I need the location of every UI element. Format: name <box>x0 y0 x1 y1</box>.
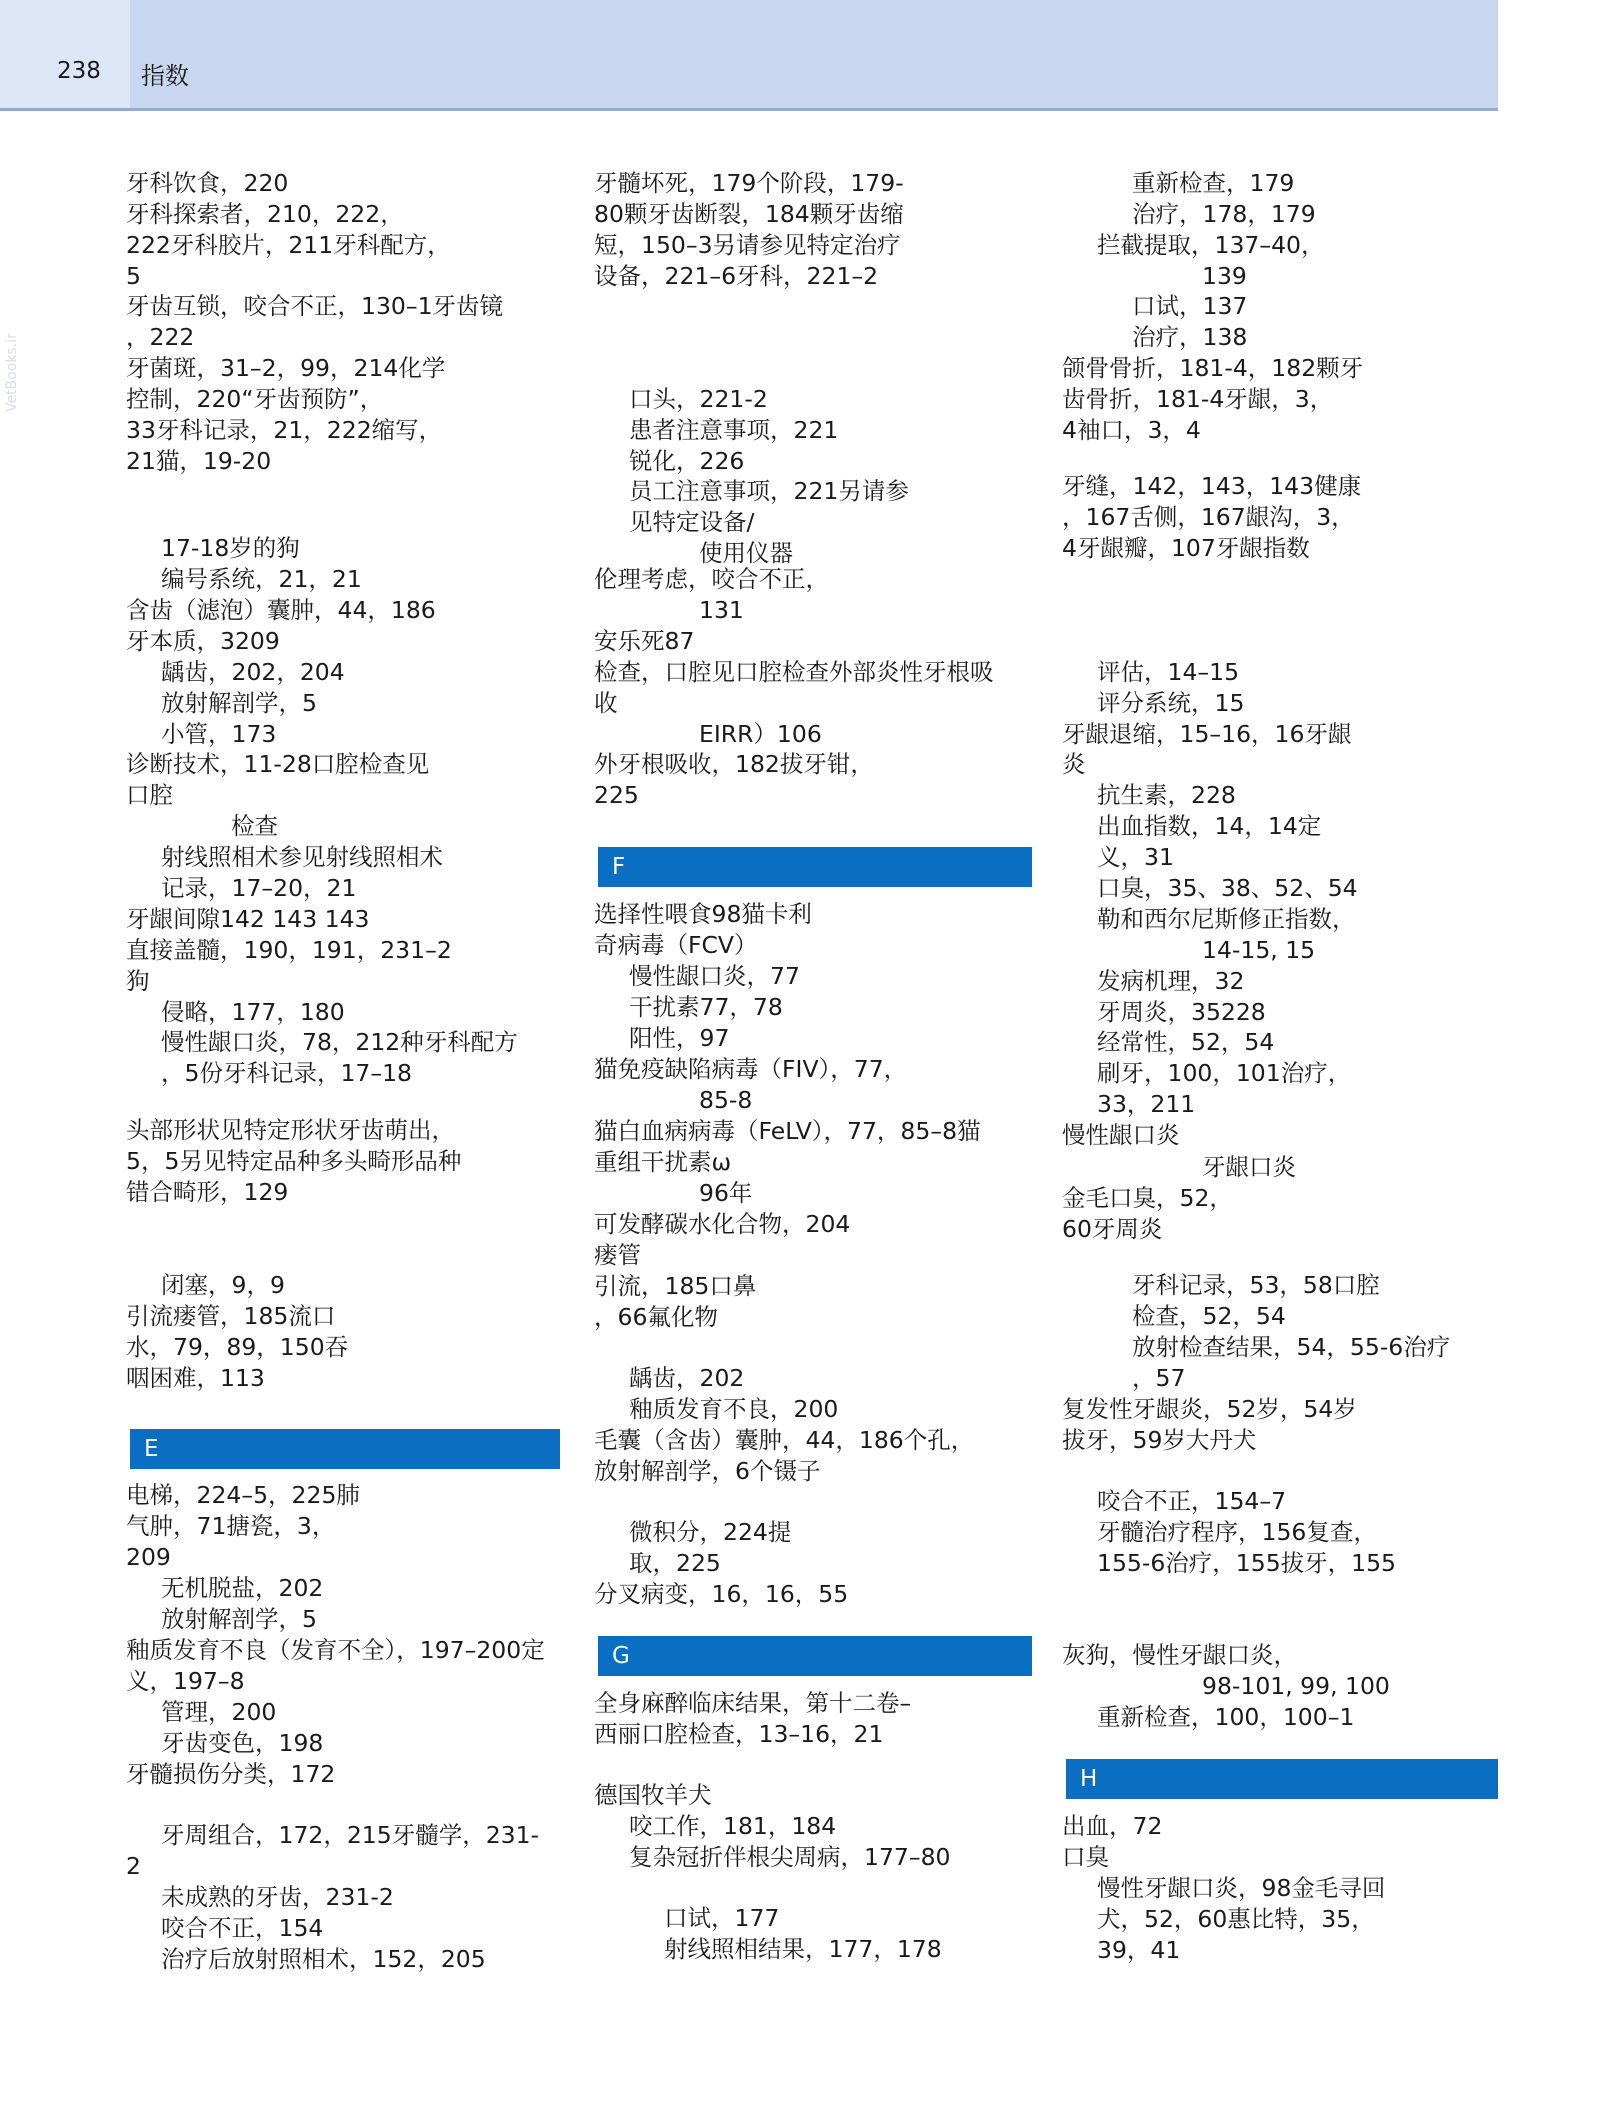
index-entry: 直接盖髓，190，191，231–2 <box>126 936 452 964</box>
index-entry: ，66氟化物 <box>594 1303 718 1331</box>
index-entry: 无机脱盐，202 <box>161 1574 324 1602</box>
index-entry: 2 <box>126 1852 141 1880</box>
index-entry: 经常性，52，54 <box>1097 1028 1275 1056</box>
index-entry: 水，79，89，150吞 <box>126 1333 349 1361</box>
index-entry: 慢性龈口炎，77 <box>629 962 800 990</box>
index-entry: 牙菌斑，31–2，99，214化学 <box>126 354 446 382</box>
index-entry: 拦截提取，137–40， <box>1097 231 1325 259</box>
index-entry: 外牙根吸收，182拔牙钳， <box>594 750 874 778</box>
index-entry: 5，5另见特定品种多头畸形品种 <box>126 1147 462 1175</box>
index-entry: 发病机理，32 <box>1097 967 1245 995</box>
index-entry: 义，197–8 <box>126 1667 245 1695</box>
index-entry: ，57 <box>1132 1364 1186 1392</box>
index-entry: ，167舌侧，167龈沟，3， <box>1062 503 1355 531</box>
index-entry: 出血指数，14，14定 <box>1097 812 1322 840</box>
index-entry: 80颗牙齿断裂，184颗牙齿缩 <box>594 200 904 228</box>
index-entry: 引流，185口鼻 <box>594 1272 757 1300</box>
index-entry: 瘘管 <box>594 1241 641 1269</box>
index-entry: 控制，220“牙齿预防”， <box>126 385 384 413</box>
index-entry: 电梯，224–5，225肺 <box>126 1481 360 1509</box>
index-entry: 错合畸形，129 <box>126 1178 289 1206</box>
page-title: 指数 <box>141 62 189 90</box>
index-entry: 复发性牙龈炎，52岁，54岁 <box>1062 1395 1357 1423</box>
index-entry: 小管，173 <box>161 720 277 748</box>
section-letter-f: F <box>598 847 1032 887</box>
index-entry: 刷牙，100，101治疗， <box>1097 1059 1352 1087</box>
index-entry: 放射解剖学，5 <box>161 1605 317 1633</box>
index-entry: 患者注意事项，221 <box>629 416 839 444</box>
index-entry: 重新检查，100，100–1 <box>1097 1703 1355 1731</box>
index-entry: 编号系统，21，21 <box>161 565 362 593</box>
index-entry: 奇病毒（FCV） <box>594 931 758 959</box>
index-entry: 14-15, 15 <box>1202 936 1316 964</box>
page-header <box>0 0 1498 111</box>
index-entry: 155-6治疗，155拔牙，155 <box>1097 1549 1396 1577</box>
index-entry: EIRR）106 <box>699 720 822 748</box>
index-entry: 口头，221-2 <box>629 385 768 413</box>
index-entry: 39，41 <box>1097 1936 1181 1964</box>
index-entry: 225 <box>594 781 639 809</box>
index-entry: 安乐死87 <box>594 627 695 655</box>
index-entry: 牙齿变色，198 <box>161 1729 324 1757</box>
index-entry: 牙齿互锁，咬合不正，130–1牙齿镜 <box>126 292 504 320</box>
index-entry: 引流瘘管，185流口 <box>126 1302 336 1330</box>
index-entry: 放射检查结果，54，55-6治疗 <box>1132 1333 1451 1361</box>
index-entry: 牙龈退缩，15–16，16牙龈 <box>1062 720 1352 748</box>
index-entry: 记录，17–20，21 <box>161 874 357 902</box>
index-entry: 员工注意事项，221另请参 <box>629 477 909 505</box>
index-entry: 33，211 <box>1097 1090 1196 1118</box>
index-entry: 5 <box>126 262 141 290</box>
index-entry: 放射解剖学，5 <box>161 689 317 717</box>
index-entry: 重新检查，179 <box>1132 169 1295 197</box>
index-entry: 咬工作，181，184 <box>629 1812 837 1840</box>
index-entry: 含齿（滤泡）囊肿，44，186 <box>126 596 436 624</box>
index-entry: 见特定设备/ <box>629 508 755 536</box>
index-entry: 分叉病变，16，16，55 <box>594 1580 849 1608</box>
index-entry: 闭塞，9，9 <box>161 1271 285 1299</box>
index-entry: 齿骨折，181-4牙龈，3， <box>1062 385 1334 413</box>
index-entry: 牙缝，142，143，143健康 <box>1062 472 1362 500</box>
index-entry: 牙龈间隙142 143 143 <box>126 905 370 933</box>
index-entry: 复杂冠折伴根尖周病，177–80 <box>629 1843 951 1871</box>
index-entry: 口试，177 <box>664 1904 780 1932</box>
index-entry: 口腔 <box>126 781 173 809</box>
index-entry: 毛囊（含齿）囊肿，44，186个孔， <box>594 1426 975 1454</box>
page-number-tab <box>0 0 130 108</box>
index-entry: 金毛口臭，52， <box>1062 1184 1233 1212</box>
index-entry: 选择性喂食98猫卡利 <box>594 900 812 928</box>
index-entry: 口臭，35、38、52、54 <box>1097 874 1358 902</box>
index-entry: 评估，14–15 <box>1097 658 1240 686</box>
index-entry: 西丽口腔检查，13–16，21 <box>594 1720 884 1748</box>
index-entry: 牙周组合，172，215牙髓学，231- <box>161 1821 540 1849</box>
index-entry: 锐化，226 <box>629 447 745 475</box>
index-entry: 射线照相结果，177，178 <box>664 1935 942 1963</box>
index-entry: 狗 <box>126 967 150 995</box>
index-entry: 牙髓损伤分类，172 <box>126 1760 336 1788</box>
section-letter-h: H <box>1066 1759 1498 1799</box>
index-entry: 牙髓坏死，179个阶段，179- <box>594 169 904 197</box>
index-entry: 222牙科胶片，211牙科配方， <box>126 231 451 259</box>
index-entry: 检查，52，54 <box>1132 1302 1286 1330</box>
index-entry: 干扰素77，78 <box>629 993 783 1021</box>
index-entry: 咬合不正，154–7 <box>1097 1487 1287 1515</box>
index-entry: 头部形状见特定形状牙齿萌出， <box>126 1116 455 1144</box>
index-entry: 龋齿，202，204 <box>161 658 345 686</box>
page-number: 238 <box>57 58 101 84</box>
index-entry: 短，150–3另请参见特定治疗 <box>594 231 901 259</box>
index-entry: 诊断技术，11-28口腔检查见 <box>126 750 430 778</box>
index-entry: 设备，221–6牙科，221–2 <box>594 262 879 290</box>
section-letter-g: G <box>598 1636 1032 1676</box>
index-entry: 治疗后放射照相术，152，205 <box>161 1945 486 1973</box>
index-entry: 可发酵碳水化合物，204 <box>594 1210 851 1238</box>
index-entry: 抗生素，228 <box>1097 781 1236 809</box>
index-entry: 139 <box>1202 262 1247 290</box>
index-entry: 96年 <box>699 1179 753 1207</box>
index-entry: 猫白血病病毒（FeLV），77，85–8猫 <box>594 1117 981 1145</box>
index-entry: 犬，52，60惠比特，35， <box>1097 1905 1375 1933</box>
index-entry: 收 <box>594 689 618 717</box>
index-entry: 98-101, 99, 100 <box>1202 1672 1390 1700</box>
index-entry: 60牙周炎 <box>1062 1215 1163 1243</box>
index-entry: 治疗，138 <box>1132 323 1248 351</box>
index-entry: 侵略，177，180 <box>161 998 345 1026</box>
index-entry: 85-8 <box>699 1086 753 1114</box>
index-entry: 牙科记录，53，58口腔 <box>1132 1271 1380 1299</box>
index-entry: 检查，口腔见口腔检查外部炎性牙根吸 <box>594 658 994 686</box>
index-entry: 咬合不正，154 <box>161 1914 324 1942</box>
index-entry: 放射解剖学，6个镊子 <box>594 1457 821 1485</box>
index-entry: 勒和西尔尼斯修正指数， <box>1097 905 1356 933</box>
index-entry: 口臭 <box>1062 1843 1109 1871</box>
index-entry: 4袖口，3，4 <box>1062 416 1201 444</box>
index-entry: 牙科饮食，220 <box>126 169 289 197</box>
index-entry: 取，225 <box>629 1549 721 1577</box>
index-entry: ，222 <box>126 323 195 351</box>
index-entry: 33牙科记录，21，222缩写， <box>126 416 443 444</box>
index-entry: 义，31 <box>1097 843 1174 871</box>
index-entry: 牙髓治疗程序，156复查， <box>1097 1518 1377 1546</box>
index-entry: 灰狗，慢性牙龈口炎， <box>1062 1641 1297 1669</box>
index-entry: 阳性，97 <box>629 1024 730 1052</box>
section-letter-e: E <box>130 1429 560 1469</box>
index-entry: 出血，72 <box>1062 1812 1163 1840</box>
index-entry: 拔牙，59岁大丹犬 <box>1062 1426 1257 1454</box>
index-entry: 使用仪器 <box>699 539 793 567</box>
index-entry: ，5份牙科记录，17–18 <box>161 1059 413 1087</box>
index-entry: 131 <box>699 596 744 624</box>
index-entry: 釉质发育不良，200 <box>629 1395 839 1423</box>
index-entry: 未成熟的牙齿，231-2 <box>161 1883 394 1911</box>
index-entry: 龋齿，202 <box>629 1364 745 1392</box>
index-entry: 口试，137 <box>1132 292 1248 320</box>
index-entry: 牙周炎，35228 <box>1097 998 1266 1026</box>
index-entry: 牙龈口炎 <box>1202 1153 1296 1181</box>
index-entry: 17-18岁的狗 <box>161 534 300 562</box>
index-entry: 微积分，224提 <box>629 1518 792 1546</box>
index-entry: 炎 <box>1062 750 1086 778</box>
watermark-text: VetBooks.ir <box>4 333 20 412</box>
index-entry: 气肿，71搪瓷，3， <box>126 1512 336 1540</box>
index-entry: 伦理考虑，咬合不正， <box>594 565 829 593</box>
index-entry: 检查 <box>231 812 278 840</box>
index-entry: 慢性牙龈口炎，98金毛寻回 <box>1097 1874 1386 1902</box>
index-entry: 治疗，178，179 <box>1132 200 1316 228</box>
index-entry: 颌骨骨折，181-4，182颗牙 <box>1062 354 1364 382</box>
index-entry: 209 <box>126 1543 171 1571</box>
index-entry: 咽困难，113 <box>126 1364 265 1392</box>
index-entry: 牙科探索者，210，222， <box>126 200 404 228</box>
index-entry: 猫免疫缺陷病毒（FIV），77， <box>594 1055 908 1083</box>
index-entry: 管理，200 <box>161 1698 277 1726</box>
index-entry: 慢性龈口炎，78，212种牙科配方 <box>161 1028 518 1056</box>
index-entry: 21猫，19-20 <box>126 447 272 475</box>
index-entry: 慢性龈口炎 <box>1062 1121 1180 1149</box>
index-entry: 重组干扰素ω <box>594 1148 732 1176</box>
index-entry: 釉质发育不良（发育不全），197–200定 <box>126 1636 545 1664</box>
index-entry: 4牙龈瓣，107牙龈指数 <box>1062 534 1310 562</box>
index-entry: 德国牧羊犬 <box>594 1781 712 1809</box>
index-entry: 牙本质，3209 <box>126 627 280 655</box>
index-entry: 射线照相术参见射线照相术 <box>161 843 443 871</box>
index-entry: 评分系统，15 <box>1097 689 1245 717</box>
index-entry: 全身麻醉临床结果，第十二卷– <box>594 1689 912 1717</box>
